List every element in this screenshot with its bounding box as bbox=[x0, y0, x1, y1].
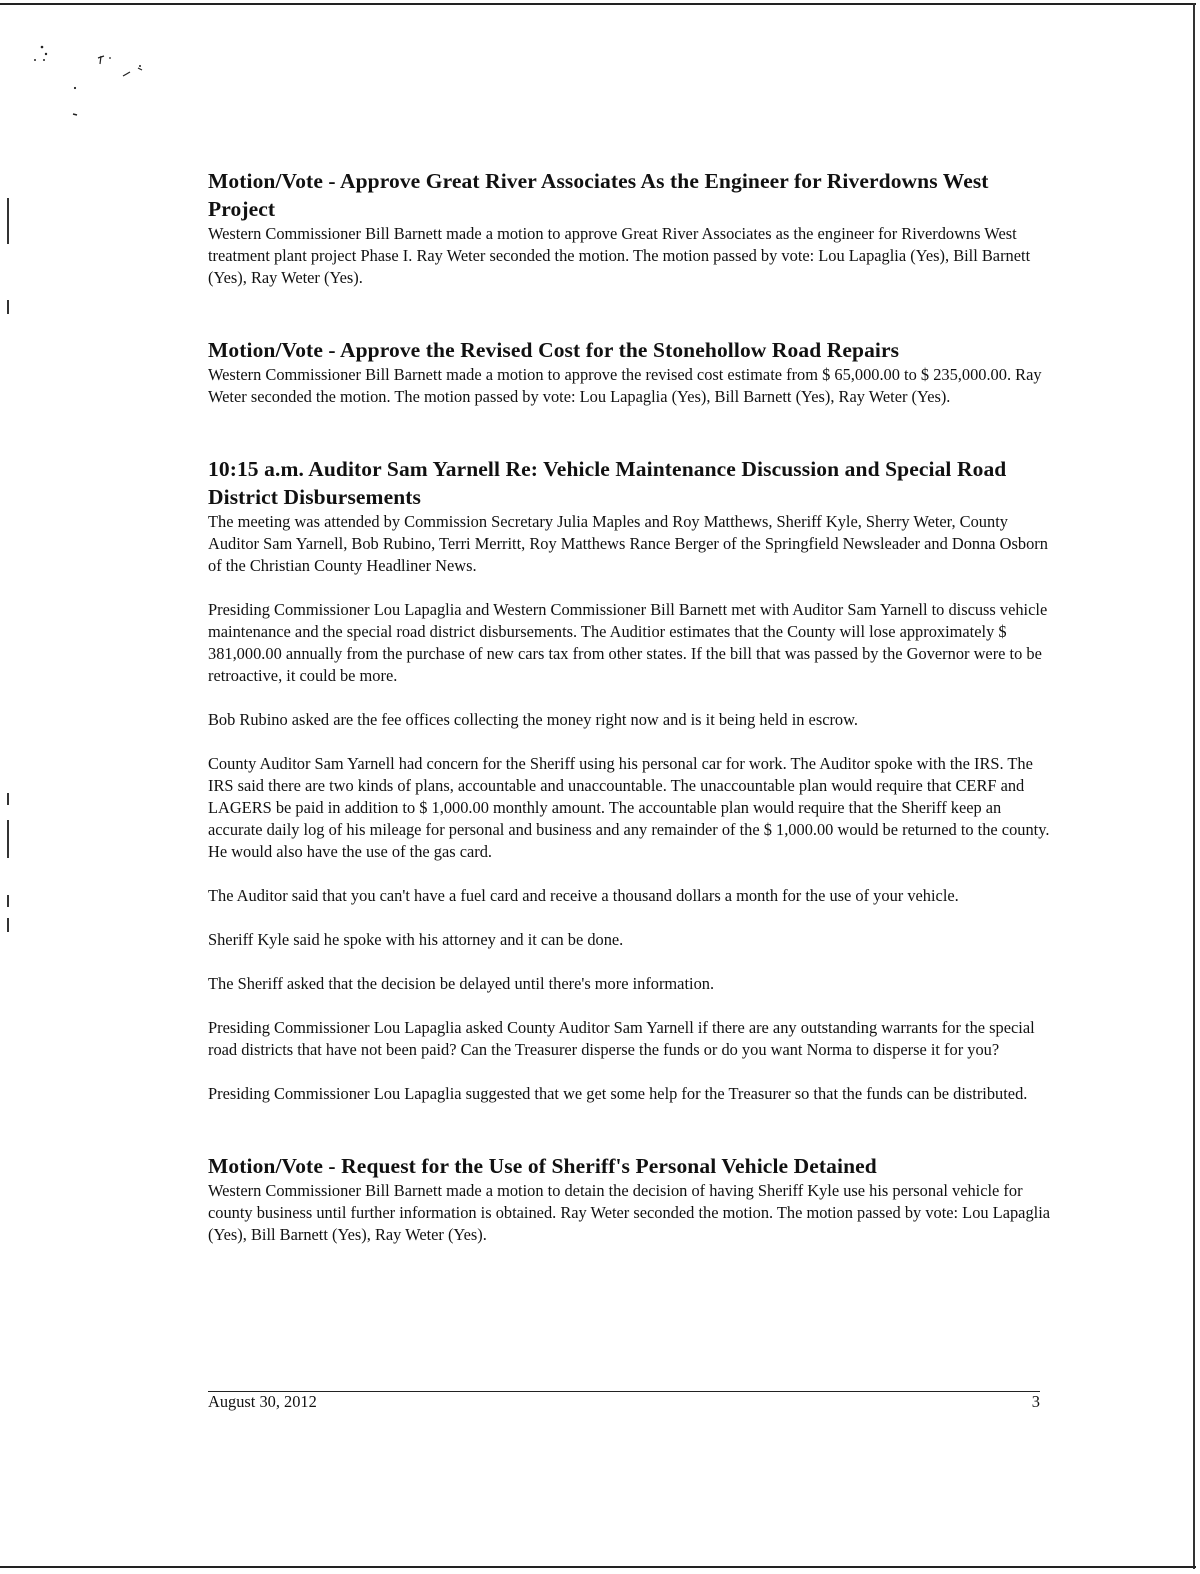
page-number: 3 bbox=[1031, 1392, 1040, 1411]
section-paragraph: Presiding Commissioner Lou Lapaglia suggested that we get some help for the Treasurer so that the funds can be distributed. bbox=[208, 1084, 1028, 1103]
footer-date: August 30, 2012 bbox=[208, 1392, 317, 1411]
margin-mark bbox=[7, 895, 9, 907]
section-heading: Motion/Vote - Request for the Use of Sheriff's Personal Vehicle Detained bbox=[208, 1154, 877, 1178]
section-paragraph: Western Commissioner Bill Barnett made a motion to detain the decision of having Sheriff Kyle use his personal vehicle for county business until further information is obtained. Ray Weter seconded the motion. The motion passed by vote: Lou Lapaglia (Yes), Bill Barnett (Yes), Ray Weter (Yes). bbox=[208, 1181, 1051, 1244]
section-paragraph: The Auditor said that you can't have a fuel card and receive a thousand dollars a month for the use of your vehicle. bbox=[208, 886, 959, 905]
section-heading: Motion/Vote - Approve the Revised Cost for the Stonehollow Road Repairs bbox=[208, 338, 900, 362]
section-paragraph: Bob Rubino asked are the fee offices collecting the money right now and is it being held in escrow. bbox=[208, 710, 858, 729]
document-body bbox=[208, 167, 1058, 1246]
scan-border-top bbox=[0, 3, 1196, 5]
margin-mark bbox=[7, 918, 9, 932]
margin-mark bbox=[7, 300, 9, 314]
section-stonehollow-road bbox=[208, 336, 1058, 408]
section-paragraph: The Sheriff asked that the decision be delayed until there's more information. bbox=[208, 974, 715, 993]
section-paragraph: County Auditor Sam Yarnell had concern for the Sheriff using his personal car for work. The Auditor spoke with the IRS. The IRS said there are two kinds of plans, accountable and unaccountable. The unaccountable plan would require that CERF and LAGERS be paid in addition to $ 1,000.00 monthly amount. The accountable plan would require that the Sheriff keep an accurate daily log of his mileage for personal and business and any remainder of the $ 1,000.00 would be returned to the county. He would also have the use of the gas card. bbox=[208, 754, 1050, 861]
section-paragraph: Presiding Commissioner Lou Lapaglia asked County Auditor Sam Yarnell if there are any outstanding warrants for the special road districts that have not been paid? Can the Treasurer disperse the funds or do you want Norma to disperse it for you? bbox=[208, 1018, 1035, 1059]
scan-specks bbox=[30, 42, 160, 132]
section-paragraph: Presiding Commissioner Lou Lapaglia and Western Commissioner Bill Barnett met with Auditor Sam Yarnell to discuss vehicle maintenance and the special road district disbursements. The Auditior estimates that the County will lose approximately $ 381,000.00 annually from the purchase of new cars tax from other states. If the bill that was passed by the Governor were to be retroactive, it could be more. bbox=[208, 600, 1048, 685]
page-footer bbox=[208, 1391, 1040, 1412]
section-sheriff-vehicle bbox=[208, 1152, 1058, 1246]
section-heading: Motion/Vote - Approve Great River Associates As the Engineer for Riverdowns West Project bbox=[208, 169, 989, 221]
section-paragraph: The meeting was attended by Commission Secretary Julia Maples and Roy Matthews, Sheriff Kyle, Sherry Weter, County Auditor Sam Yarnell, Bob Rubino, Terri Merritt, Roy Matthews Rance Berger of the Springfield Newsleader and Donna Osborn of the Christian County Headliner News. bbox=[208, 512, 1048, 575]
margin-mark bbox=[7, 198, 9, 244]
section-heading: 10:15 a.m. Auditor Sam Yarnell Re: Vehicle Maintenance Discussion and Special Road District Disbursements bbox=[208, 457, 1007, 509]
margin-mark bbox=[7, 820, 9, 858]
section-paragraph: Sheriff Kyle said he spoke with his attorney and it can be done. bbox=[208, 930, 624, 949]
section-paragraph: Western Commissioner Bill Barnett made a motion to approve Great River Associates as the engineer for Riverdowns West treatment plant project Phase I. Ray Weter seconded the motion. The motion passed by vote: Lou Lapaglia (Yes), Bill Barnett (Yes), Ray Weter (Yes). bbox=[208, 224, 1031, 287]
margin-mark bbox=[7, 793, 9, 805]
scan-border-right bbox=[1193, 3, 1195, 1569]
section-paragraph: Western Commissioner Bill Barnett made a motion to approve the revised cost estimate from $ 65,000.00 to $ 235,000.00. Ray Weter seconded the motion. The motion passed by vote: Lou Lapaglia (Yes), Bill Barnett (Yes), Ray Weter (Yes). bbox=[208, 365, 1042, 406]
scan-border-bottom bbox=[0, 1566, 1196, 1568]
section-great-river-associates bbox=[208, 167, 1058, 289]
section-auditor-discussion bbox=[208, 455, 1058, 1105]
